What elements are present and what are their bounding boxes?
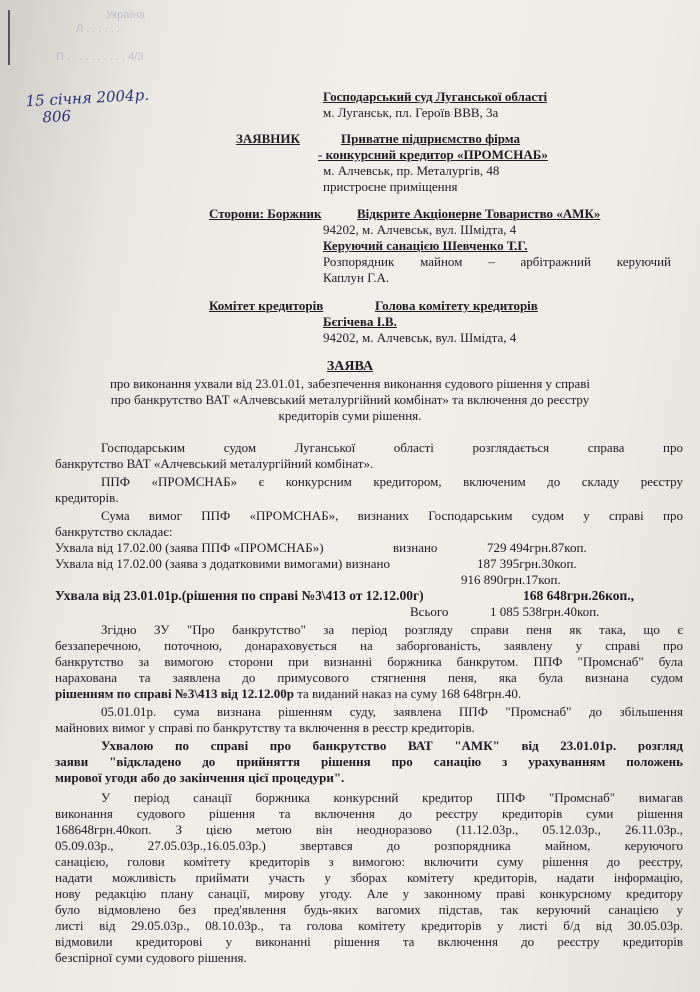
para6-line2: заяви "відкладено до прийняття рішення про санацію з урахуванням положень	[55, 754, 683, 769]
property-disposer: Розпорядник майном – арбітражний керуючий	[323, 254, 671, 269]
property-disposer-name: Каплун Г.А.	[323, 270, 390, 285]
para7-line6: надати можливість приймати участь у зборах комітету кредиторів, надати інформацію,	[55, 870, 683, 885]
para7-line3: 168648грн.40коп. З цією метою він неодноразово (11.12.03р., 05.12.03р., 26.11.03р.,	[55, 822, 683, 837]
para7-line10: відмовили кредиторові у виконанні рішення та включення до реєстру кредиторів	[55, 934, 683, 949]
applicant-name-line1: Приватне підприємство фірма	[341, 131, 521, 146]
para3-line1: Сума вимог ППФ «ПРОМСНАБ», визнаних Господарським судом у справі про	[101, 508, 683, 523]
para4-line3: банкрутство за вимогою сторони при визнанні боржника банкрутом. ППФ "Промснаб" була	[55, 654, 683, 669]
para2-line2: кредиторів.	[55, 490, 119, 505]
parties-label: Сторони: Боржник	[209, 206, 322, 221]
para7-line1: У період санації боржника конкурсний кредитор ППФ "Промснаб" вимагав	[101, 790, 683, 805]
applicant-name-line2: - конкурсний кредитор «ПРОМСНАБ»	[318, 147, 548, 162]
sanation-manager: Керуючий санацією Шевченко Т.Г.	[323, 238, 528, 253]
judgment-reference: рішенням по справі №3\413 від 12.12.00р	[55, 686, 294, 701]
para1-line2: банкрутство ВАТ «Алчевський металургійний комбінат».	[55, 456, 374, 471]
committee-head-name: Бєгічева І.В.	[323, 314, 397, 329]
para3-line2: банкрутство складає:	[55, 524, 173, 539]
writ-amount-text: та виданий наказ на суму 168 648грн.40.	[293, 686, 522, 701]
para7-line9: листі від 29.05.03р., 08.10.03р., та голова комітету кредиторів у листі б/д від 30.05.03р.	[55, 918, 683, 933]
claim1-word: визнано	[393, 540, 438, 555]
claim2-label: Ухвала від 17.02.00 (заява з додатковими вимогами) визнано	[55, 556, 390, 571]
statement-subtitle-1: про виконання ухвали від 23.01.01, забезпечення виконання судового рішення у справі	[109, 376, 591, 391]
stamp-date: 15 січня 2004р.	[25, 85, 150, 111]
stamp-number: 806	[42, 106, 72, 127]
committee-head-label: Голова комітету кредиторів	[375, 298, 538, 313]
para4-line4: нарахована та заявлена до примусового стягнення пеня, яка була визнана судом	[55, 670, 683, 685]
para7-line5: санацією, голови комітету кредиторів з вимогою: включити суму рішення до реєстру,	[55, 854, 683, 869]
para4-line1: Згідно ЗУ "Про банкрутство" за період розгляду справи пеня як така, що є	[101, 622, 683, 637]
debtor-name: Відкрите Акціонерне Товариство «АМК»	[357, 206, 601, 221]
para4-line5	[55, 686, 683, 702]
claim1-label: Ухвала від 17.02.00 (заява ППФ «ПРОМСНАБ»)	[55, 540, 324, 555]
claim2-amount: 187 395грн.30коп.	[477, 556, 577, 571]
debtor-address: 94202, м. Алчевськ, вул. Шмідта, 4	[323, 222, 517, 237]
court-name: Господарський суд Луганської області	[323, 89, 548, 104]
claim3-amount: 168 648грн.26коп.,	[523, 588, 635, 603]
claims-subtotal: 916 890грн.17коп.	[461, 572, 561, 587]
para7-line4: 05.09.03р., 27.05.03р.,16.05.03р.) звертався до розпорядника майном, керуючого	[55, 838, 683, 853]
para7-line2: виконання судового рішення та включення до реєстру кредиторів суми рішення	[55, 806, 683, 821]
para5-line2: майнових вимог у справі по банкрутству та включення в реєстр кредиторів.	[55, 720, 475, 735]
committee-address: 94202, м. Алчевськ, вул. Шмідта, 4	[323, 330, 517, 345]
applicant-address: м. Алчевськ, пр. Металургів, 48	[323, 163, 500, 178]
para6-line3: мирової угоди або до закінчення цієї процедури".	[55, 770, 345, 785]
faded-letterhead: Україна Л . . . . . . П . . . . . . . . . . 4/3	[56, 9, 145, 63]
registration-stamp	[25, 87, 150, 127]
court-address: м. Луганськ, пл. Героїв ВВВ, 3а	[323, 105, 499, 120]
para7-line11: безспірної суми судового рішення.	[55, 950, 247, 965]
committee-label: Комітет кредиторів	[209, 298, 324, 313]
claim1-amount: 729 494грн.87коп.	[487, 540, 587, 555]
statement-subtitle-2: про банкрутство ВАТ «Алчевський металургійний комбінат» та включення до реєстру	[110, 392, 590, 407]
para1-line1: Господарським судом Луганської області розглядається справа про	[101, 440, 683, 455]
claim3-label: Ухвала від 23.01.01р.(рішення по справі №3\413 от 12.12.00г)	[55, 588, 424, 603]
total-amount: 1 085 538грн.40коп.	[490, 604, 600, 619]
para7-line8: було відмовлено без пред'явлення будь-яких вагомих підстав, так керуючий санацією у	[55, 902, 683, 917]
para2-line1: ППФ «ПРОМСНАБ» є конкурсним кредитором, включеним до складу реєстру	[101, 474, 683, 489]
statement-title: ЗАЯВА	[326, 359, 374, 374]
para7-line7: нову редакцію плану санації, мирову угоду. Але у законному праві конкурсному кредитору	[55, 886, 683, 901]
para4-line2: беззаперечною, поточною, донараховується на заборгованість, заявлену у справі про	[55, 638, 683, 653]
applicant-premises: пристроєне приміщення	[323, 179, 458, 194]
applicant-label: ЗАЯВНИК	[236, 131, 300, 146]
statement-subtitle-3: кредиторів суми рішення.	[278, 408, 422, 423]
para6-line1: Ухвалою по справі про банкрутство ВАТ "АМК" від 23.01.01р. розгляд	[101, 738, 683, 753]
pen-mark	[8, 10, 10, 65]
total-label: Всього	[410, 604, 449, 619]
para5-line1: 05.01.01р. сума визнана рішенням суду, заявлена ППФ "Промснаб" до збільшення	[101, 704, 683, 719]
